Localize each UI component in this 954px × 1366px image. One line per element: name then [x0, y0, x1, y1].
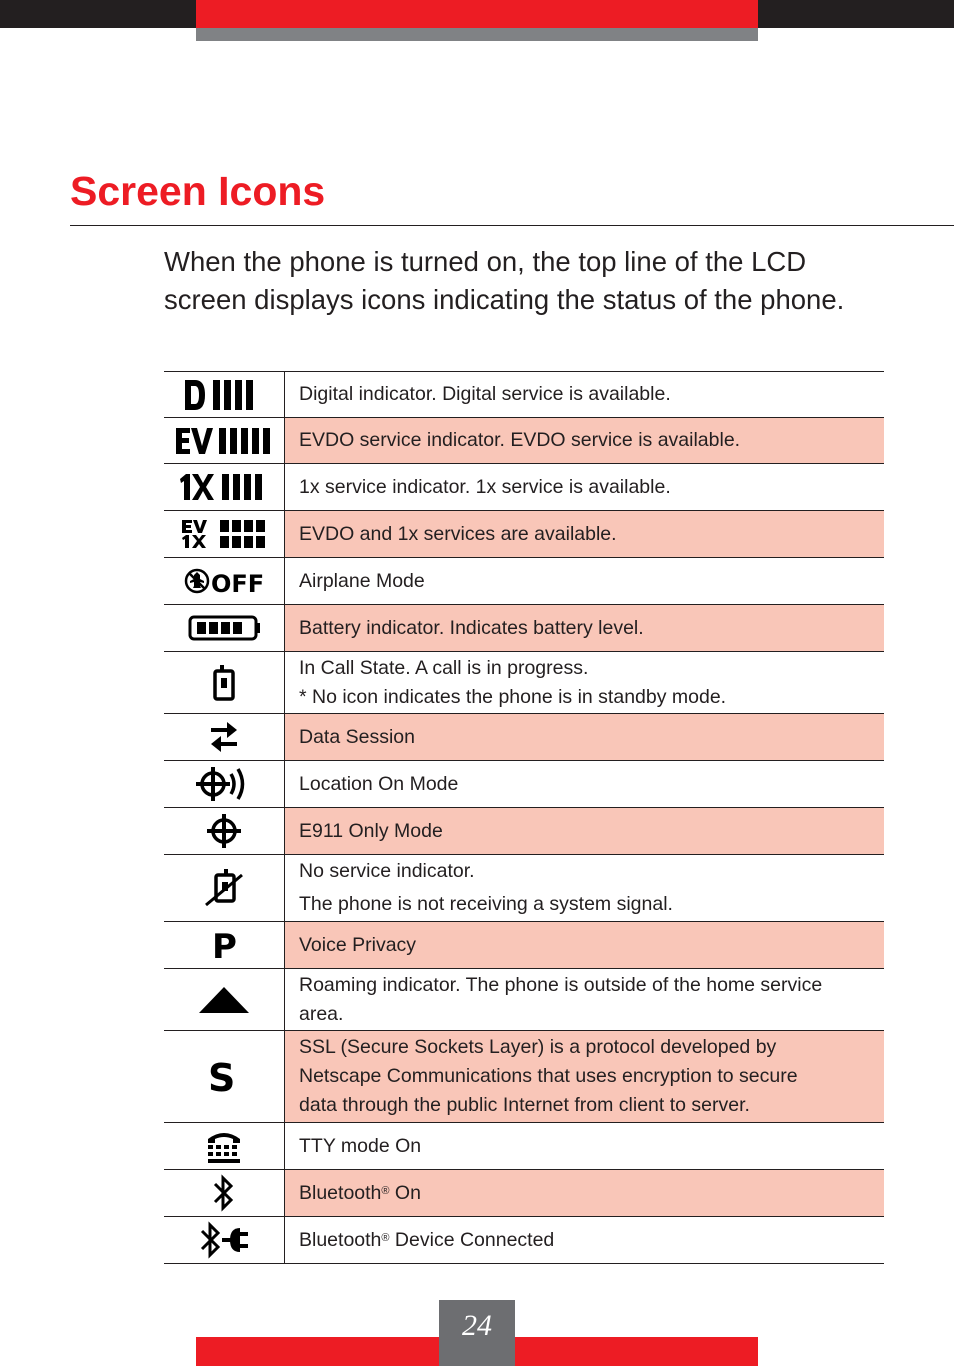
- top-banner-gray: [196, 28, 758, 41]
- icon-description-suffix: Device Connected: [389, 1228, 555, 1251]
- battery-icon: [186, 613, 262, 643]
- table-row: [164, 808, 884, 855]
- table-row: [164, 1123, 884, 1170]
- table-row: [164, 714, 884, 761]
- page-number: 24: [462, 1309, 492, 1342]
- no-service-icon: [202, 867, 246, 909]
- table-row: [164, 605, 884, 652]
- title-divider: [70, 225, 954, 226]
- registered-mark: ®: [381, 1231, 390, 1244]
- airplane-mode-icon: [184, 566, 264, 596]
- icon-description: Bluetooth: [299, 1181, 382, 1204]
- icon-description: E911 Only Mode: [299, 819, 443, 842]
- top-banner-red: [196, 0, 758, 28]
- top-banner-dark-left: [0, 0, 196, 28]
- ssl-glyph: S: [208, 1058, 236, 1095]
- table-row: [164, 922, 884, 969]
- table-row: [164, 1031, 884, 1123]
- icon-description: Roaming indicator. The phone is outside of the home service: [299, 973, 823, 996]
- table-row: [164, 1217, 884, 1264]
- icon-description: Voice Privacy: [299, 933, 417, 956]
- data-session-icon: [207, 719, 241, 755]
- e911-icon: [206, 811, 242, 851]
- ssl-icon: [206, 1059, 242, 1095]
- icon-description: No service indicator.: [299, 860, 475, 882]
- page-title: Screen Icons: [70, 168, 326, 214]
- 1x-signal-icon: [178, 472, 270, 502]
- icon-description: Data Session: [299, 725, 415, 748]
- evdo-signal-icon: [174, 426, 274, 456]
- bluetooth-icon: [211, 1173, 237, 1213]
- icon-description-continued: data through the public Internet from client to server.: [299, 1094, 750, 1116]
- icon-description-continued: area.: [299, 1002, 344, 1025]
- in-call-icon: [209, 663, 239, 703]
- icon-description: Digital indicator. Digital service is available.: [299, 383, 671, 405]
- bluetooth-connected-icon: [198, 1220, 250, 1260]
- table-row: [164, 969, 884, 1031]
- airplane-mode-off-glyph: OFF: [211, 570, 264, 596]
- icon-description: SSL (Secure Sockets Layer) is a protocol developed by: [299, 1036, 777, 1058]
- icon-description: Location On Mode: [299, 772, 459, 795]
- tty-icon: [205, 1128, 243, 1164]
- table-row: [164, 761, 884, 808]
- icon-description-continued: Netscape Communications that uses encryption to secure: [299, 1065, 798, 1087]
- table-row: [164, 418, 884, 464]
- icon-description: In Call State. A call is in progress.: [299, 656, 589, 679]
- screen-icons-table: [164, 371, 884, 1264]
- table-row: [164, 855, 884, 922]
- icon-description: EVDO service indicator. EVDO service is available.: [299, 429, 741, 451]
- registered-mark: ®: [381, 1184, 390, 1197]
- icon-description: 1x service indicator. 1x service is available.: [299, 475, 671, 498]
- voice-privacy-glyph: P: [212, 928, 237, 962]
- table-row: [164, 511, 884, 558]
- digital-signal-icon: [183, 376, 265, 414]
- top-banner-dark-right: [758, 0, 954, 28]
- icon-description: TTY mode On: [299, 1134, 422, 1157]
- voice-privacy-icon: [209, 928, 239, 962]
- icon-description: EVDO and 1x services are available.: [299, 522, 617, 545]
- table-row: [164, 1170, 884, 1217]
- intro-paragraph: When the phone is turned on, the top line of the LCD screen displays icons indicating the status of the phone.: [164, 246, 845, 315]
- evdo-1x-signal-icon: [180, 518, 268, 550]
- icon-description: Airplane Mode: [299, 569, 425, 592]
- icon-description-detail: The phone is not receiving a system signal.: [299, 893, 673, 915]
- icon-description-note: * No icon indicates the phone is in standby mode.: [299, 685, 727, 708]
- roaming-icon: [197, 985, 251, 1015]
- table-row: [164, 372, 884, 418]
- icon-description-suffix: On: [389, 1181, 421, 1204]
- table-row: [164, 652, 884, 714]
- location-on-icon: [195, 764, 253, 804]
- icon-description: Battery indicator. Indicates battery level.: [299, 616, 644, 639]
- table-row: [164, 558, 884, 605]
- icon-description: Bluetooth: [299, 1228, 382, 1251]
- table-row: [164, 464, 884, 511]
